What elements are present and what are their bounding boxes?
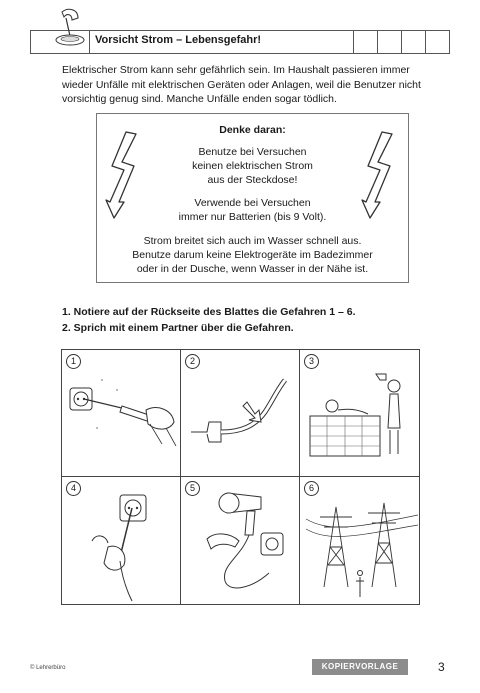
- warning-line: Strom breitet sich auch im Wasser schnell aus.: [143, 235, 362, 247]
- lightning-bolt-icon: [360, 130, 400, 220]
- intro-line: wieder Unfälle mit elektrischen Geräten oder Anlagen, weil die Benutzer nicht: [62, 78, 421, 91]
- header-cell: [377, 31, 402, 53]
- header-cell: [401, 31, 426, 53]
- warning-line: immer nur Batterien (bis 9 Volt).: [178, 211, 327, 223]
- picture-number: 2: [185, 354, 200, 369]
- picture-cell-3: [300, 350, 419, 477]
- power-pylon-illustration: [300, 477, 418, 604]
- task-list: [62, 304, 356, 336]
- warning-line: Benutze bei Versuchen: [198, 146, 307, 158]
- warning-heading: Denke daran:: [219, 124, 286, 136]
- pencil-socket-illustration: [62, 477, 181, 604]
- warning-line: keinen elektrischen Strom: [192, 160, 313, 172]
- bathtub-hairdryer-illustration: [300, 350, 418, 477]
- copy-template-badge: KOPIERVORLAGE: [312, 659, 408, 675]
- picture-cell-5: [181, 477, 300, 604]
- screwdriver-socket-illustration: [62, 350, 181, 477]
- hairdryer-plug-illustration: [181, 477, 300, 604]
- warning-line: Benutze darum keine Elektrogeräte im Badezimmer: [132, 249, 373, 261]
- task-1: 1. Notiere auf der Rückseite des Blattes die Gefahren 1 – 6.: [62, 306, 356, 318]
- picture-cell-2: [181, 350, 300, 477]
- task-2: 2. Sprich mit einem Partner über die Gefahren.: [62, 322, 294, 334]
- header-cell: [425, 31, 450, 53]
- intro-text: [62, 63, 434, 107]
- picture-cell-6: [300, 477, 419, 604]
- picture-cell-1: [62, 350, 181, 477]
- intro-line: vorsichtig genug sind. Manche Unfälle enden sogar tödlich.: [62, 93, 337, 105]
- page-title: Vorsicht Strom – Lebensgefahr!: [95, 34, 262, 46]
- warning-line: oder in der Dusche, wenn Wasser in der Nähe ist.: [136, 263, 369, 275]
- header-bar: [30, 30, 450, 54]
- picture-number: 4: [66, 481, 81, 496]
- warning-line: aus der Steckdose!: [207, 174, 298, 186]
- lightning-bolt-icon: [104, 130, 144, 220]
- header-cell: [353, 31, 378, 53]
- picture-cell-4: [62, 477, 181, 604]
- picture-number: 1: [66, 354, 81, 369]
- picture-number: 5: [185, 481, 200, 496]
- picture-number: 3: [304, 354, 319, 369]
- picture-number: 6: [304, 481, 319, 496]
- page-number: 3: [438, 660, 445, 674]
- damaged-cable-illustration: [181, 350, 300, 477]
- copyright-text: © Lehrerbüro: [30, 665, 66, 671]
- picture-grid: [61, 349, 420, 605]
- lamp-logo-icon: [48, 8, 92, 50]
- warning-line: Verwende bei Versuchen: [194, 197, 311, 209]
- intro-line: Elektrischer Strom kann sehr gefährlich sein. Im Haushalt passieren immer: [62, 64, 410, 76]
